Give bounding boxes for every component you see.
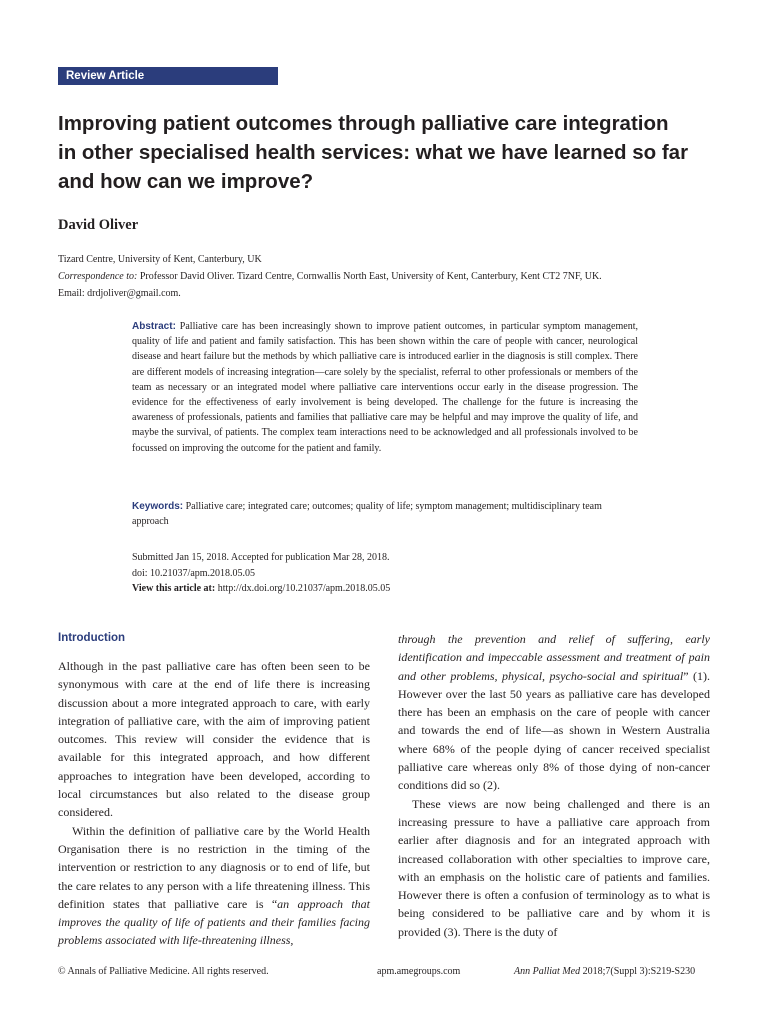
section-heading-introduction: Introduction (58, 632, 126, 644)
abstract-label: Abstract: (132, 321, 176, 332)
who-definition-quote: through the prevention and relief of suffering, early identification and impeccable assessment and treatment of pain and other problems, physical, psycho-social and spiritual (398, 632, 710, 683)
article-type-badge: Review Article (58, 67, 278, 85)
who-definition-quote: an approach that improves the quality of life of patients and their families facing problems associated with life-threatening illness, (58, 896, 371, 948)
title-line: Improving patient outcomes through palliative care integration (58, 112, 669, 135)
paragraph (58, 822, 370, 950)
keywords-text: Palliative care; integrated care; outcomes; quality of life; symptom management; multidisciplinary team approach (132, 501, 602, 528)
affiliation: Tizard Centre, University of Kent, Canterbury, UK (58, 254, 262, 265)
footer-copyright: © Annals of Palliative Medicine. All rights reserved. (58, 966, 269, 977)
paragraph-text: ” (1). However over the last 50 years as palliative care has developed there has been an emphasis on the care of people with cancer and towards the end of life—as shown in Western Australia where 68% of the people dying of cancer received specialist palliative care whereas only 8% of those dying of non-cancer conditions did so (2). (398, 668, 711, 793)
view-url-link[interactable]: http://dx.doi.org/10.21037/apm.2018.05.05 (215, 583, 391, 594)
submission-info (132, 550, 638, 597)
footer-website-link[interactable]: apm.amegroups.com (377, 966, 461, 977)
title-line: and how can we improve? (58, 170, 314, 193)
journal-name: Ann Palliat Med (514, 966, 581, 977)
footer-citation (514, 966, 695, 977)
correspondence-label: Correspondence to: (58, 271, 138, 282)
author-name: David Oliver (58, 217, 139, 233)
body-column-right (398, 630, 710, 941)
article-title (58, 109, 718, 196)
title-line: in other specialised health services: what we have learned so far (58, 141, 689, 164)
affiliation-block (58, 251, 718, 302)
citation-text: 2018;7(Suppl 3):S219-S230 (580, 966, 696, 977)
correspondence-text: Professor David Oliver. Tizard Centre, Cornwallis North East, University of Kent, Canterbury, Kent CT2 7NF, UK. (137, 271, 602, 282)
doi: doi: 10.21037/apm.2018.05.05 (132, 567, 256, 579)
paragraph-text: Within the definition of palliative care by the World Health Organisation there is no restriction in the timing of the intervention or restriction to any diagnosis or to end of life, but the care relates to any person with a life threatening illness. This definition states that palliative care is “ (58, 823, 370, 911)
paragraph (398, 630, 710, 795)
keywords (132, 499, 638, 529)
submitted-date: Submitted Jan 15, 2018. Accepted for publication Mar 28, 2018. (132, 552, 390, 563)
keywords-label: Keywords: (132, 501, 184, 512)
abstract (132, 319, 638, 456)
abstract-text: Palliative care has been increasingly shown to improve patient outcomes, in particular symptom management, quality of life and patient and family satisfaction. This has been shown within the care of people with cancer, neurological disease and heart failure but the methods by which palliative care is introduced earlier in the diagnosis is still complex. There are different models of increasing integration—care solely by the specialist, referral to other professionals or members of the team as necessary or an integrated model where palliative care interventions occur early in the disease progression. The evidence for the effectiveness of early involvement is being developed. The challenge for the future is increasing the awareness of professionals, patients and families that palliative care may be helpful and may improve the quality of life, and maybe the survival, of patients. The complex team interactions need to be acknowledged and all professionals involved to be focussed on improving the outcome for the patient and family. (132, 321, 638, 454)
view-article (132, 581, 638, 597)
body-column-left (58, 657, 370, 950)
view-label: View this article at: (132, 583, 216, 594)
email[interactable]: Email: drdjoliver@gmail.com. (58, 288, 181, 299)
paragraph: These views are now being challenged and there is an increasing pressure to have a palliative care approach from earlier after diagnosis and for an integrated approach with increased collaboration with other specialties to improve care, with an emphasis on the holistic care of patients and families. However there is often a confusion of terminology as to what is being considered to be palliative care and by whom it is provided (3). There is the duty of (398, 796, 710, 939)
paragraph: Although in the past palliative care has often been seen to be synonymous with care at the end of life there is increasing discussion about a more integrated approach to care, with early integration of palliative care, with the aim of improving patient outcomes. This review will consider the evidence that is available for this integrated approach, and how different approaches to integration have been developed, according to local circumstances but also related to the disease group considered. (58, 659, 370, 820)
correspondence (58, 268, 718, 285)
